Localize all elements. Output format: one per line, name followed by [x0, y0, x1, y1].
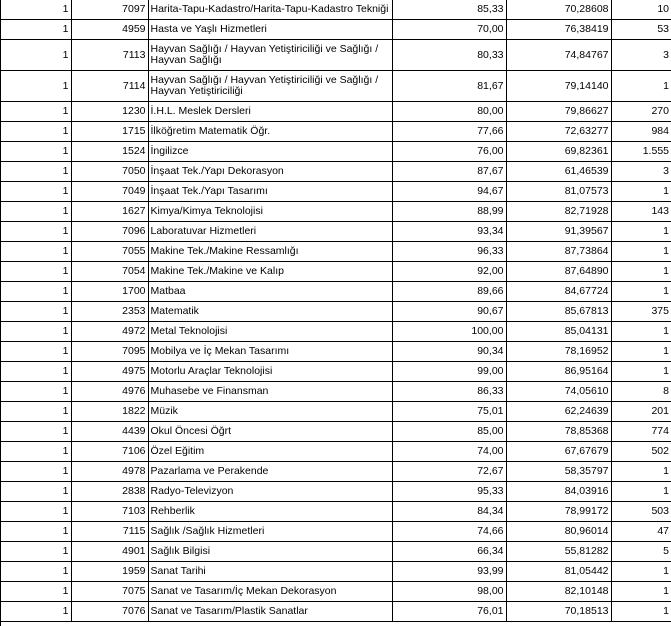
average-cell[interactable]: 61,46539	[506, 162, 611, 182]
col1-cell[interactable]: 1	[1, 182, 71, 202]
count-cell[interactable]: 503	[611, 502, 671, 522]
col1-cell[interactable]: 1	[1, 402, 71, 422]
score-cell[interactable]: 93,99	[392, 562, 506, 582]
code-cell[interactable]: 1627	[71, 202, 148, 222]
table-row	[1, 402, 671, 422]
average-cell[interactable]: 55,81282	[506, 542, 611, 562]
code-cell[interactable]: 4972	[71, 322, 148, 342]
code-cell[interactable]: 4959	[71, 20, 148, 40]
col1-cell[interactable]: 1	[1, 422, 71, 442]
program-name-cell[interactable]: Sanat Tarihi	[148, 562, 392, 582]
table-row	[1, 562, 671, 582]
program-name-cell[interactable]: Laboratuvar Hizmetleri	[148, 222, 392, 242]
col1-cell[interactable]: 1	[1, 0, 71, 20]
code-cell[interactable]: 7103	[71, 502, 148, 522]
count-cell[interactable]: 1	[611, 362, 671, 382]
table-row	[1, 262, 671, 282]
code-cell[interactable]: 7106	[71, 442, 148, 462]
score-cell[interactable]: 87,67	[392, 162, 506, 182]
count-cell[interactable]: 201	[611, 402, 671, 422]
code-cell[interactable]: 4978	[71, 462, 148, 482]
count-cell[interactable]: 1	[611, 71, 671, 102]
program-name-cell[interactable]: Rehberlik	[148, 502, 392, 522]
code-cell[interactable]: 7050	[71, 162, 148, 182]
program-name-cell[interactable]: Matbaa	[148, 282, 392, 302]
count-cell[interactable]: 1	[611, 562, 671, 582]
program-name-cell[interactable]: Makine Tek./Makine Ressamlığı	[148, 242, 392, 262]
table-row	[1, 482, 671, 502]
average-cell[interactable]: 79,86627	[506, 102, 611, 122]
score-cell[interactable]: 99,00	[392, 362, 506, 382]
score-cell[interactable]: 80,00	[392, 102, 506, 122]
average-cell[interactable]: 82,71928	[506, 202, 611, 222]
count-cell[interactable]: 1	[611, 242, 671, 262]
score-cell[interactable]: 74,00	[392, 442, 506, 462]
col1-cell[interactable]: 1	[1, 142, 71, 162]
code-cell[interactable]: 4975	[71, 362, 148, 382]
code-cell[interactable]: 7096	[71, 222, 148, 242]
table-row	[1, 342, 671, 362]
score-cell[interactable]: 84,34	[392, 502, 506, 522]
score-cell[interactable]: 76,00	[392, 142, 506, 162]
table-row	[1, 0, 671, 20]
program-name-cell[interactable]: Muhasebe ve Finansman	[148, 382, 392, 402]
program-name-cell[interactable]: Özel Eğitim	[148, 442, 392, 462]
table-row	[1, 462, 671, 482]
program-name-cell[interactable]: İ.H.L. Meslek Dersleri	[148, 102, 392, 122]
table-row	[1, 442, 671, 462]
score-cell[interactable]: 76,01	[392, 602, 506, 622]
average-cell[interactable]: 76,38419	[506, 20, 611, 40]
program-name-cell[interactable]: Hayvan Sağlığı / Hayvan Yetiştiriciliği ve Sağlığı / Hayvan Sağlığı	[148, 40, 392, 71]
average-cell[interactable]: 78,85368	[506, 422, 611, 442]
col1-cell[interactable]: 1	[1, 582, 71, 602]
score-cell[interactable]: 89,66	[392, 282, 506, 302]
code-cell[interactable]: 7114	[71, 71, 148, 102]
count-cell[interactable]: 8	[611, 382, 671, 402]
average-cell[interactable]: 82,10148	[506, 582, 611, 602]
score-cell[interactable]: 94,67	[392, 182, 506, 202]
col1-cell[interactable]: 1	[1, 102, 71, 122]
table-row	[1, 302, 671, 322]
code-cell[interactable]: 1524	[71, 142, 148, 162]
code-cell[interactable]: 1959	[71, 562, 148, 582]
table-row	[1, 582, 671, 602]
table-row	[1, 362, 671, 382]
count-cell[interactable]: 1	[611, 262, 671, 282]
col1-cell[interactable]: 1	[1, 222, 71, 242]
col1-cell[interactable]: 1	[1, 522, 71, 542]
average-cell[interactable]: 74,84767	[506, 40, 611, 71]
average-cell[interactable]: 91,39567	[506, 222, 611, 242]
program-name-cell[interactable]: Mobilya ve İç Mekan Tasarımı	[148, 342, 392, 362]
score-cell[interactable]: 92,00	[392, 262, 506, 282]
average-cell[interactable]: 87,73864	[506, 242, 611, 262]
program-name-cell[interactable]: İlköğretim Matematik Öğr.	[148, 122, 392, 142]
count-cell[interactable]: 3	[611, 162, 671, 182]
table-row	[1, 542, 671, 562]
score-cell[interactable]: 96,33	[392, 242, 506, 262]
code-cell[interactable]: 7054	[71, 262, 148, 282]
program-name-cell[interactable]: Sanat ve Tasarım/Plastik Sanatlar	[148, 602, 392, 622]
score-cell[interactable]: 95,33	[392, 482, 506, 502]
program-name-cell[interactable]: Matematik	[148, 302, 392, 322]
score-cell[interactable]: 90,34	[392, 342, 506, 362]
count-cell[interactable]: 984	[611, 122, 671, 142]
average-cell[interactable]: 70,18513	[506, 602, 611, 622]
program-name-cell[interactable]: Sağlık /Sağlık Hizmetleri	[148, 522, 392, 542]
count-cell[interactable]: 1	[611, 582, 671, 602]
program-name-cell[interactable]: İnşaat Tek./Yapı Tasarımı	[148, 182, 392, 202]
table-row	[1, 142, 671, 162]
code-cell[interactable]: 1715	[71, 122, 148, 142]
table-row	[1, 162, 671, 182]
col1-cell[interactable]: 1	[1, 122, 71, 142]
table-row	[1, 322, 671, 342]
col1-cell[interactable]: 1	[1, 482, 71, 502]
average-cell[interactable]: 84,67724	[506, 282, 611, 302]
program-name-cell[interactable]: İnşaat Tek./Yapı Dekorasyon	[148, 162, 392, 182]
code-cell[interactable]: 2838	[71, 482, 148, 502]
code-cell[interactable]: 4439	[71, 422, 148, 442]
average-cell[interactable]: 80,96014	[506, 522, 611, 542]
average-cell[interactable]: 70,28608	[506, 0, 611, 20]
count-cell[interactable]: 143	[611, 202, 671, 222]
score-cell[interactable]: 98,00	[392, 582, 506, 602]
table-row	[1, 122, 671, 142]
col1-cell[interactable]: 1	[1, 162, 71, 182]
table-row	[1, 282, 671, 302]
average-cell[interactable]: 62,24639	[506, 402, 611, 422]
col1-cell[interactable]: 1	[1, 71, 71, 102]
code-cell[interactable]: 7055	[71, 242, 148, 262]
program-name-cell[interactable]: Metal Teknolojisi	[148, 322, 392, 342]
average-cell[interactable]: 78,16952	[506, 342, 611, 362]
average-cell[interactable]: 78,99172	[506, 502, 611, 522]
program-name-cell[interactable]: Pazarlama ve Perakende	[148, 462, 392, 482]
code-cell[interactable]: 4901	[71, 542, 148, 562]
score-cell[interactable]: 75,01	[392, 402, 506, 422]
score-cell[interactable]: 72,67	[392, 462, 506, 482]
col1-cell[interactable]: 1	[1, 262, 71, 282]
average-cell[interactable]: 67,67679	[506, 442, 611, 462]
score-cell[interactable]: 74,66	[392, 522, 506, 542]
col1-cell[interactable]: 1	[1, 342, 71, 362]
col1-cell[interactable]: 1	[1, 462, 71, 482]
code-cell[interactable]: 4976	[71, 382, 148, 402]
count-cell[interactable]: 375	[611, 302, 671, 322]
count-cell[interactable]: 1	[611, 322, 671, 342]
col1-cell[interactable]: 1	[1, 322, 71, 342]
average-cell[interactable]: 85,67813	[506, 302, 611, 322]
col1-cell[interactable]: 1	[1, 362, 71, 382]
program-name-cell[interactable]: Sanat ve Tasarım/İç Mekan Dekorasyon	[148, 582, 392, 602]
col1-cell[interactable]: 1	[1, 382, 71, 402]
col1-cell[interactable]: 1	[1, 562, 71, 582]
program-name-cell[interactable]: Müzik	[148, 402, 392, 422]
count-cell[interactable]: 5	[611, 542, 671, 562]
count-cell[interactable]: 270	[611, 102, 671, 122]
program-name-cell[interactable]: İngilizce	[148, 142, 392, 162]
average-cell[interactable]: 81,07573	[506, 182, 611, 202]
program-name-cell[interactable]: Harita-Tapu-Kadastro/Harita-Tapu-Kadastro Tekniği	[148, 0, 392, 20]
program-name-cell[interactable]: Makine Tek./Makine ve Kalıp	[148, 262, 392, 282]
count-cell[interactable]: 47	[611, 522, 671, 542]
average-cell[interactable]: 79,14140	[506, 71, 611, 102]
table-row	[1, 202, 671, 222]
count-cell[interactable]: 1.555	[611, 142, 671, 162]
table-row	[1, 20, 671, 40]
score-cell[interactable]: 81,67	[392, 71, 506, 102]
count-cell[interactable]: 774	[611, 422, 671, 442]
count-cell[interactable]: 1	[611, 182, 671, 202]
program-name-cell[interactable]: Kimya/Kimya Teknolojisi	[148, 202, 392, 222]
average-cell[interactable]: 85,04131	[506, 322, 611, 342]
score-cell[interactable]: 90,67	[392, 302, 506, 322]
col1-cell[interactable]: 1	[1, 242, 71, 262]
code-cell[interactable]: 7049	[71, 182, 148, 202]
score-cell[interactable]: 93,34	[392, 222, 506, 242]
table-row	[1, 382, 671, 402]
code-cell[interactable]: 1700	[71, 282, 148, 302]
program-name-cell[interactable]: Motorlu Araçlar Teknolojisi	[148, 362, 392, 382]
count-cell[interactable]: 1	[611, 222, 671, 242]
program-name-cell[interactable]: Okul Öncesi Öğrt	[148, 422, 392, 442]
code-cell[interactable]: 7075	[71, 582, 148, 602]
table-row	[1, 222, 671, 242]
col1-cell[interactable]: 1	[1, 282, 71, 302]
program-name-cell[interactable]: Hasta ve Yaşlı Hizmetleri	[148, 20, 392, 40]
program-name-cell[interactable]: Radyo-Televizyon	[148, 482, 392, 502]
col1-cell[interactable]: 1	[1, 302, 71, 322]
code-cell[interactable]: 7115	[71, 522, 148, 542]
code-cell[interactable]: 7095	[71, 342, 148, 362]
count-cell[interactable]: 1	[611, 462, 671, 482]
table-row	[1, 40, 671, 71]
average-cell[interactable]: 74,05610	[506, 382, 611, 402]
average-cell[interactable]: 69,82361	[506, 142, 611, 162]
col1-cell[interactable]: 1	[1, 602, 71, 622]
table-row	[1, 71, 671, 102]
score-cell[interactable]: 80,33	[392, 40, 506, 71]
score-cell[interactable]: 66,34	[392, 542, 506, 562]
average-cell[interactable]: 58,35797	[506, 462, 611, 482]
count-cell[interactable]: 1	[611, 342, 671, 362]
code-cell[interactable]: 7097	[71, 0, 148, 20]
score-cell[interactable]: 70,00	[392, 20, 506, 40]
code-cell[interactable]: 7076	[71, 602, 148, 622]
table-row	[1, 422, 671, 442]
col1-cell[interactable]: 1	[1, 542, 71, 562]
col1-cell[interactable]: 1	[1, 442, 71, 462]
average-cell[interactable]: 84,03916	[506, 482, 611, 502]
score-cell[interactable]: 100,00	[392, 322, 506, 342]
count-cell[interactable]: 10	[611, 0, 671, 20]
col1-cell[interactable]: 1	[1, 202, 71, 222]
code-cell[interactable]: 2353	[71, 302, 148, 322]
average-cell[interactable]: 81,05442	[506, 562, 611, 582]
table-row	[1, 522, 671, 542]
count-cell[interactable]: 53	[611, 20, 671, 40]
score-cell[interactable]: 85,00	[392, 422, 506, 442]
count-cell[interactable]: 502	[611, 442, 671, 462]
count-cell[interactable]: 1	[611, 602, 671, 622]
code-cell[interactable]: 7113	[71, 40, 148, 71]
table-row	[1, 102, 671, 122]
col1-cell[interactable]: 1	[1, 40, 71, 71]
score-cell[interactable]: 85,33	[392, 0, 506, 20]
code-cell[interactable]: 1822	[71, 402, 148, 422]
table-row	[1, 182, 671, 202]
col1-cell[interactable]: 1	[1, 20, 71, 40]
average-cell[interactable]: 86,95164	[506, 362, 611, 382]
average-cell[interactable]: 87,64890	[506, 262, 611, 282]
col1-cell[interactable]: 1	[1, 502, 71, 522]
count-cell[interactable]: 3	[611, 40, 671, 71]
code-cell[interactable]: 1230	[71, 102, 148, 122]
data-table	[1, 0, 671, 622]
score-cell[interactable]: 77,66	[392, 122, 506, 142]
table-row	[1, 242, 671, 262]
program-name-cell[interactable]: Sağlık Bilgisi	[148, 542, 392, 562]
average-cell[interactable]: 72,63277	[506, 122, 611, 142]
table-row	[1, 502, 671, 522]
table-row	[1, 602, 671, 622]
count-cell[interactable]: 1	[611, 482, 671, 502]
score-cell[interactable]: 88,99	[392, 202, 506, 222]
count-cell[interactable]: 1	[611, 282, 671, 302]
score-cell[interactable]: 86,33	[392, 382, 506, 402]
program-name-cell[interactable]: Hayvan Sağlığı / Hayvan Yetiştiriciliği ve Sağlığı / Hayvan Yetiştiriciliği	[148, 71, 392, 102]
table-body	[1, 0, 671, 622]
